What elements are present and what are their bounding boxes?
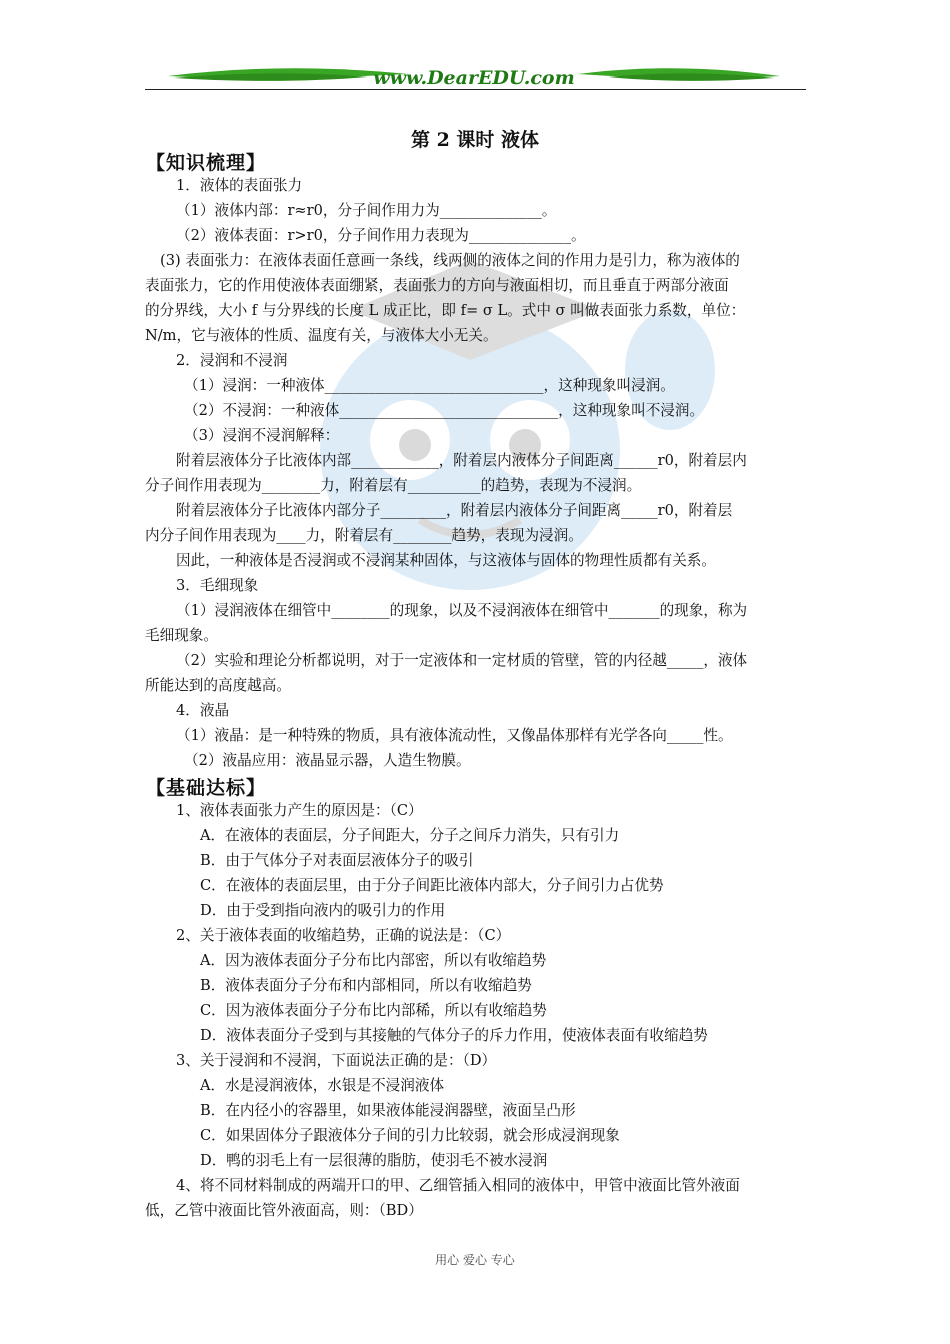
site-logo-text: www.DearEDU.com bbox=[373, 67, 575, 89]
question-option: C．因为液体表面分子分布比内部稀，所以有收缩趋势 bbox=[200, 1002, 547, 1019]
knowledge-line: （2）液体表面：r>r0，分子间作用力表现为______________。 bbox=[176, 227, 586, 244]
knowledge-line: 附着层液体分子比液体内部____________，附着层内液体分子间距离______r0，附着层内 bbox=[176, 452, 747, 469]
question-stem: 2、关于液体表面的收缩趋势，正确的说法是：（C） bbox=[176, 927, 511, 944]
knowledge-line: （1）液体内部：r≈r0，分子间作用力为______________。 bbox=[176, 202, 557, 219]
header-rule bbox=[145, 89, 806, 90]
question-option: B．由于气体分子对表面层液体分子的吸引 bbox=[200, 852, 474, 869]
question-stem-continuation: 低，乙管中液面比管外液面高，则：（BD） bbox=[145, 1202, 423, 1219]
knowledge-line: 4．液晶 bbox=[176, 702, 230, 719]
question-option: C．在液体的表面层里，由于分子间距比液体内部大，分子间引力占优势 bbox=[200, 877, 664, 894]
knowledge-line: 毛细现象。 bbox=[145, 627, 218, 644]
knowledge-line: 分子间作用表现为________力，附着层有__________的趋势，表现为不浸润。 bbox=[145, 477, 642, 494]
question-option: B．液体表面分子分布和内部相同，所以有收缩趋势 bbox=[200, 977, 532, 994]
knowledge-line: 因此，一种液体是否浸润或不浸润某种固体，与这液体与固体的物理性质都有关系。 bbox=[176, 552, 716, 569]
knowledge-line: （1）液晶：是一种特殊的物质，具有液体流动性，又像晶体那样有光学各向_____性。 bbox=[176, 727, 733, 744]
knowledge-line: （1）浸润：一种液体______________________________，这种现象叫浸润。 bbox=[184, 377, 675, 394]
knowledge-line: 2．浸润和不浸润 bbox=[176, 352, 288, 369]
question-option: B．在内径小的容器里，如果液体能浸润器壁，液面呈凸形 bbox=[200, 1102, 576, 1119]
knowledge-line: （2）实验和理论分析都说明，对于一定液体和一定材质的管壁，管的内径越_____，液体 bbox=[176, 652, 748, 669]
knowledge-line: 内分子间作用表现为____力，附着层有________趋势，表现为浸润。 bbox=[145, 527, 583, 544]
question-option: A．因为液体表面分子分布比内部密，所以有收缩趋势 bbox=[200, 952, 547, 969]
knowledge-line: 附着层液体分子比液体内部分子_________，附着层内液体分子间距离_____r0，附着层 bbox=[176, 502, 733, 519]
question-option: D．液体表面分子受到与其接触的气体分子的斥力作用，使液体表面有收缩趋势 bbox=[200, 1027, 708, 1044]
knowledge-line: (3) 表面张力：在液体表面任意画一条线，线两侧的液体之间的作用力是引力，称为液体的 bbox=[160, 252, 740, 269]
question-stem: 1、液体表面张力产生的原因是：（C） bbox=[176, 802, 423, 819]
section-basic-heading: 【基础达标】 bbox=[146, 777, 267, 799]
knowledge-line: （2）不浸润：一种液体______________________________，这种现象叫不浸润。 bbox=[184, 402, 705, 419]
question-option: A．水是浸润液体，水银是不浸润液体 bbox=[200, 1077, 445, 1094]
knowledge-line: （1）浸润液体在细管中________的现象，以及不浸润液体在细管中_______的现象，称为 bbox=[176, 602, 748, 619]
knowledge-line: 1．液体的表面张力 bbox=[176, 177, 303, 194]
section-knowledge-heading: 【知识梳理】 bbox=[146, 152, 267, 174]
question-option: C．如果固体分子跟液体分子间的引力比较弱，就会形成浸润现象 bbox=[200, 1127, 620, 1144]
question-option: A．在液体的表面层，分子间距大，分子之间斥力消失，只有引力 bbox=[200, 827, 620, 844]
knowledge-line: N/m，它与液体的性质、温度有关，与液体大小无关。 bbox=[145, 327, 498, 344]
question-option: D．鸭的羽毛上有一层很薄的脂肪，使羽毛不被水浸润 bbox=[200, 1152, 548, 1169]
site-logo bbox=[168, 64, 780, 92]
knowledge-line: （3）浸润不浸润解释： bbox=[184, 427, 340, 444]
page-footer: 用心 爱心 专心 bbox=[435, 1253, 515, 1267]
knowledge-line: （2）液晶应用：液晶显示器，人造生物膜。 bbox=[184, 752, 471, 769]
knowledge-line: 3．毛细现象 bbox=[176, 577, 259, 594]
knowledge-line: 所能达到的高度越高。 bbox=[145, 677, 291, 694]
question-option: D．由于受到指向液内的吸引力的作用 bbox=[200, 902, 446, 919]
knowledge-line: 表面张力，它的作用使液体表面绷紧，表面张力的方向与液面相切，而且垂直于两部分液面 bbox=[145, 277, 729, 294]
question-stem: 3、关于浸润和不浸润，下面说法正确的是：（D） bbox=[176, 1052, 497, 1069]
page-title: 第 2 课时 液体 bbox=[410, 129, 540, 151]
question-stem: 4、将不同材料制成的两端开口的甲、乙细管插入相同的液体中，甲管中液面比管外液面 bbox=[176, 1177, 740, 1194]
knowledge-line: 的分界线，大小 f 与分界线的长度 L 成正比，即 f= σ L。式中 σ 叫做表面张力系数，单位： bbox=[145, 302, 746, 319]
